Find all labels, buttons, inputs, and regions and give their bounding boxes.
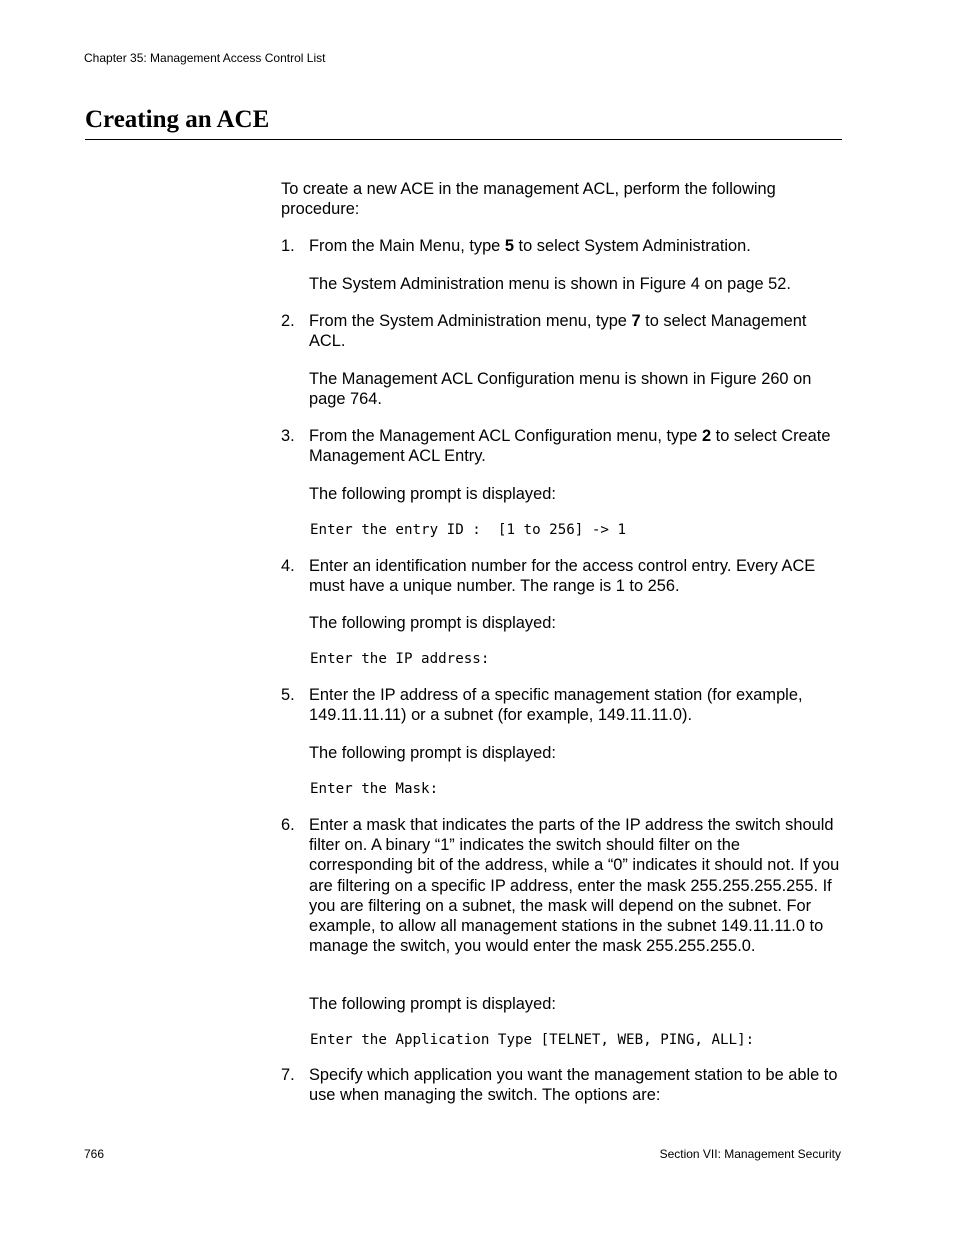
step-3-text: From the Management ACL Configuration menu, type 2 to select Create Management ACL Entry.: [309, 427, 831, 466]
section-title: Creating an ACE: [85, 106, 270, 133]
step-4-number: 4.: [281, 557, 295, 575]
step-7-number: 7.: [281, 1066, 295, 1084]
step-6-prompt-code: Enter the Application Type [TELNET, WEB, PING, ALL]:: [310, 1032, 755, 1048]
step-6-number: 6.: [281, 816, 295, 834]
step-4-note: The following prompt is displayed:: [309, 614, 556, 632]
step-1-number: 1.: [281, 237, 295, 255]
step-5-prompt-code: Enter the Mask:: [310, 781, 439, 797]
intro-paragraph: To create a new ACE in the management ACL, perform the following procedure:: [281, 180, 776, 219]
step-6-note: The following prompt is displayed:: [309, 995, 556, 1013]
step-1-note: The System Administration menu is shown in Figure 4 on page 52.: [309, 275, 791, 293]
title-rule: [85, 139, 842, 140]
running-head: Chapter 35: Management Access Control List: [84, 51, 326, 65]
step-5-note: The following prompt is displayed:: [309, 744, 556, 762]
step-6-text: Enter a mask that indicates the parts of the IP address the switch should filter on. A binary “1” indicates the switch should filter on the corresponding bit of the address, while a “0” indicates it should not. If you are filtering on a specific IP address, enter the mask 255.255.255.255. If you are filtering on a subnet, the mask will depend on the subnet. For example, to allow all management stations in the subnet 149.11.11.0 to manage the switch, you would enter the mask 255.255.255.0.: [309, 816, 840, 956]
footer-section: Section VII: Management Security: [659, 1147, 841, 1161]
step-4-prompt-code: Enter the IP address:: [310, 651, 490, 667]
step-7-text: Specify which application you want the management station to be able to use when managing the switch. The options are:: [309, 1066, 838, 1105]
step-2-text: From the System Administration menu, type 7 to select Management ACL.: [309, 312, 807, 351]
step-3-prompt-code: Enter the entry ID : [1 to 256] -> 1: [310, 522, 627, 538]
step-1-text: From the Main Menu, type 5 to select System Administration.: [309, 237, 751, 255]
step-2-note: The Management ACL Configuration menu is shown in Figure 260 on page 764.: [309, 370, 812, 409]
step-2-number: 2.: [281, 312, 295, 330]
step-3-number: 3.: [281, 427, 295, 445]
step-5-text: Enter the IP address of a specific management station (for example, 149.11.11.11) or a subnet (for example, 149.11.11.0).: [309, 686, 803, 725]
step-3-note: The following prompt is displayed:: [309, 485, 556, 503]
page-number: 766: [84, 1147, 105, 1161]
step-5-number: 5.: [281, 686, 295, 704]
step-4-text: Enter an identification number for the access control entry. Every ACE must have a unique number. The range is 1 to 256.: [309, 557, 816, 596]
